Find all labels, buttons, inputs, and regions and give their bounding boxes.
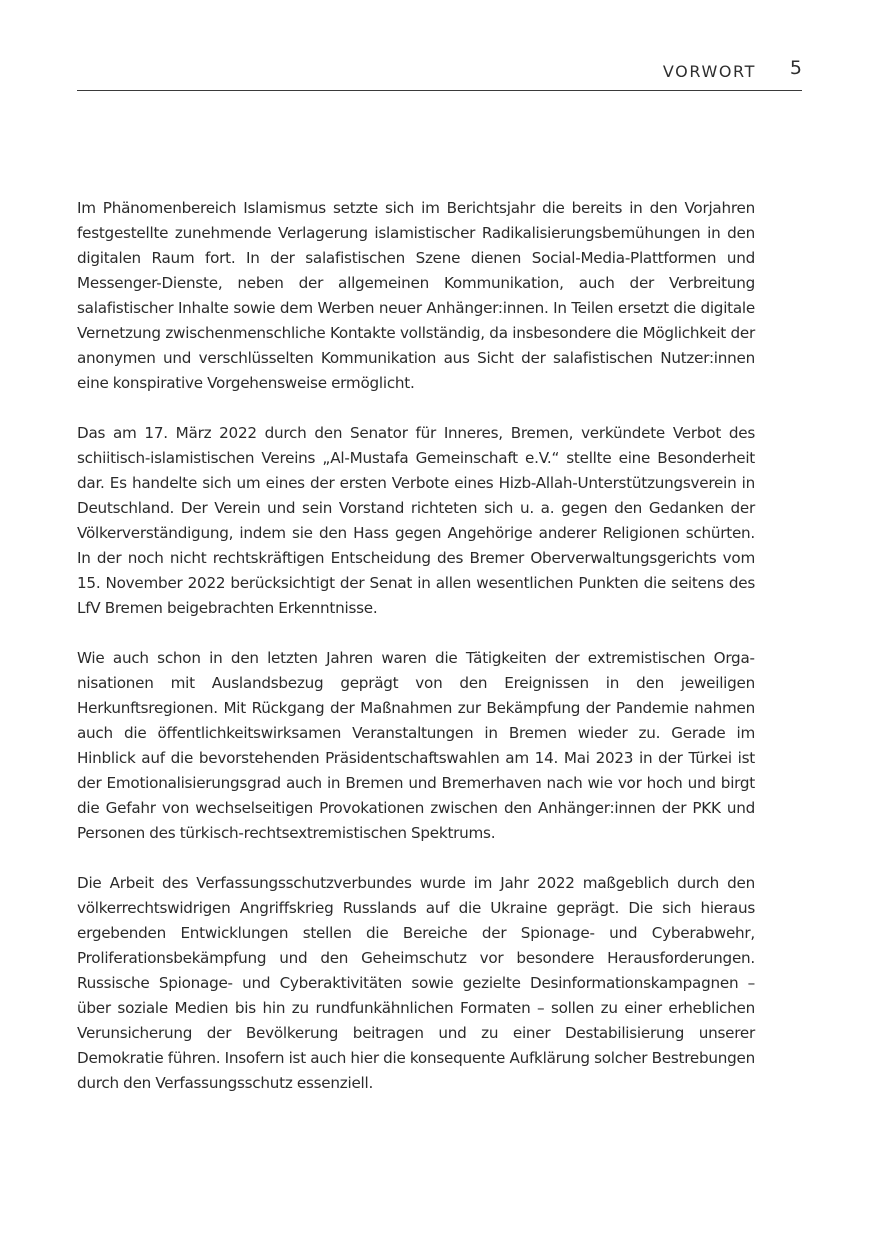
body-text <box>77 196 755 1121</box>
page-number: 5 <box>789 57 802 79</box>
paragraph-spionageabwehr: Die Arbeit des Verfassungsschutzverbundes wurde im Jahr 2022 maßgeblich durch den völkerrechtswidrigen Angriffskrieg Russlands auf die Ukraine geprägt. Die sich hieraus ergebenden Entwicklungen stellen die Bereiche der Spionage- und Cyberabwehr, Proliferationsbekämpfung und den Geheimschutz vor besondere Herausforderungen. Russische Spionage- und Cyberaktivitäten sowie gezielte Desinformationskampagnen – über soziale Medien bis hin zu rundfunkähnlichen Formaten – sollen zu einer erheblichen Verunsicherung der Bevölkerung beitragen und zu einer Destabilisierung unserer Demokratie führen. Insofern ist auch hier die konsequente Aufklärung solcher Bestrebungen durch den Verfassungsschutz essenziell. <box>77 874 755 1092</box>
paragraph-islamismus: Im Phänomenbereich Islamismus setzte sich im Berichtsjahr die bereits in den Vorjahren festgestellte zunehmende Verlagerung islamistischer Radikalisierungsbemühungen in den digitalen Raum fort. In der salafistischen Szene dienen Social-Media-Plattformen und Messenger-Dienste, neben der allgemeinen Kommunikation, auch der Verbreitung salafistischer Inhalte sowie dem Werben neuer Anhänger:innen. In Teilen ersetzt die digitale Vernetzung zwischenmenschliche Kontakte vollständig, da insbesondere die Möglichkeit der anonymen und verschlüsselten Kommunikation aus Sicht der salafistischen Nutzer:innen eine konspirative Vorgehensweise ermöglicht. <box>77 199 755 392</box>
paragraph-auslandsbezug: Wie auch schon in den letzten Jahren waren die Tätigkeiten der extremistischen Organisationen mit Auslandsbezug geprägt von den Ereignissen in den jeweiligen Herkunftsregionen. Mit Rückgang der Maßnahmen zur Bekämpfung der Pandemie nahmen auch die öffentlichkeitswirksamen Veranstaltungen in Bremen wieder zu. Gerade im Hinblick auf die bevorstehenden Präsidentschaftswahlen am 14. Mai 2023 in der Türkei ist der Emotionalisierungsgrad auch in Bremen und Bremerhaven nach wie vor hoch und birgt die Gefahr von wechselseitigen Provokationen zwischen den Anhänger:innen der PKK und Personen des türkisch-rechtsextremistischen Spektrums. <box>77 649 755 842</box>
section-title: VORWORT <box>662 62 756 81</box>
paragraph-vereinsverbot: Das am 17. März 2022 durch den Senator für Inneres, Bremen, verkündete Verbot des schiitisch-islamistischen Vereins „Al-Mustafa Gemeinschaft e.V.“ stellte eine Besonderheit dar. Es handelte sich um eines der ersten Verbote eines Hizb-Allah-Unterstützungsverein in Deutschland. Der Verein und sein Vorstand richteten sich u. a. gegen den Gedanken der Völkerverständigung, indem sie den Hass gegen Angehörige anderer Religionen schürten. In der noch nicht rechtskräftigen Entscheidung des Bremer Oberverwaltungsgerichts vom 15. November 2022 berücksichtigt der Senat in allen wesentlichen Punkten die seitens des LfV Bremen beigebrachten Erkenntnisse. <box>77 424 755 617</box>
running-header <box>77 56 802 91</box>
